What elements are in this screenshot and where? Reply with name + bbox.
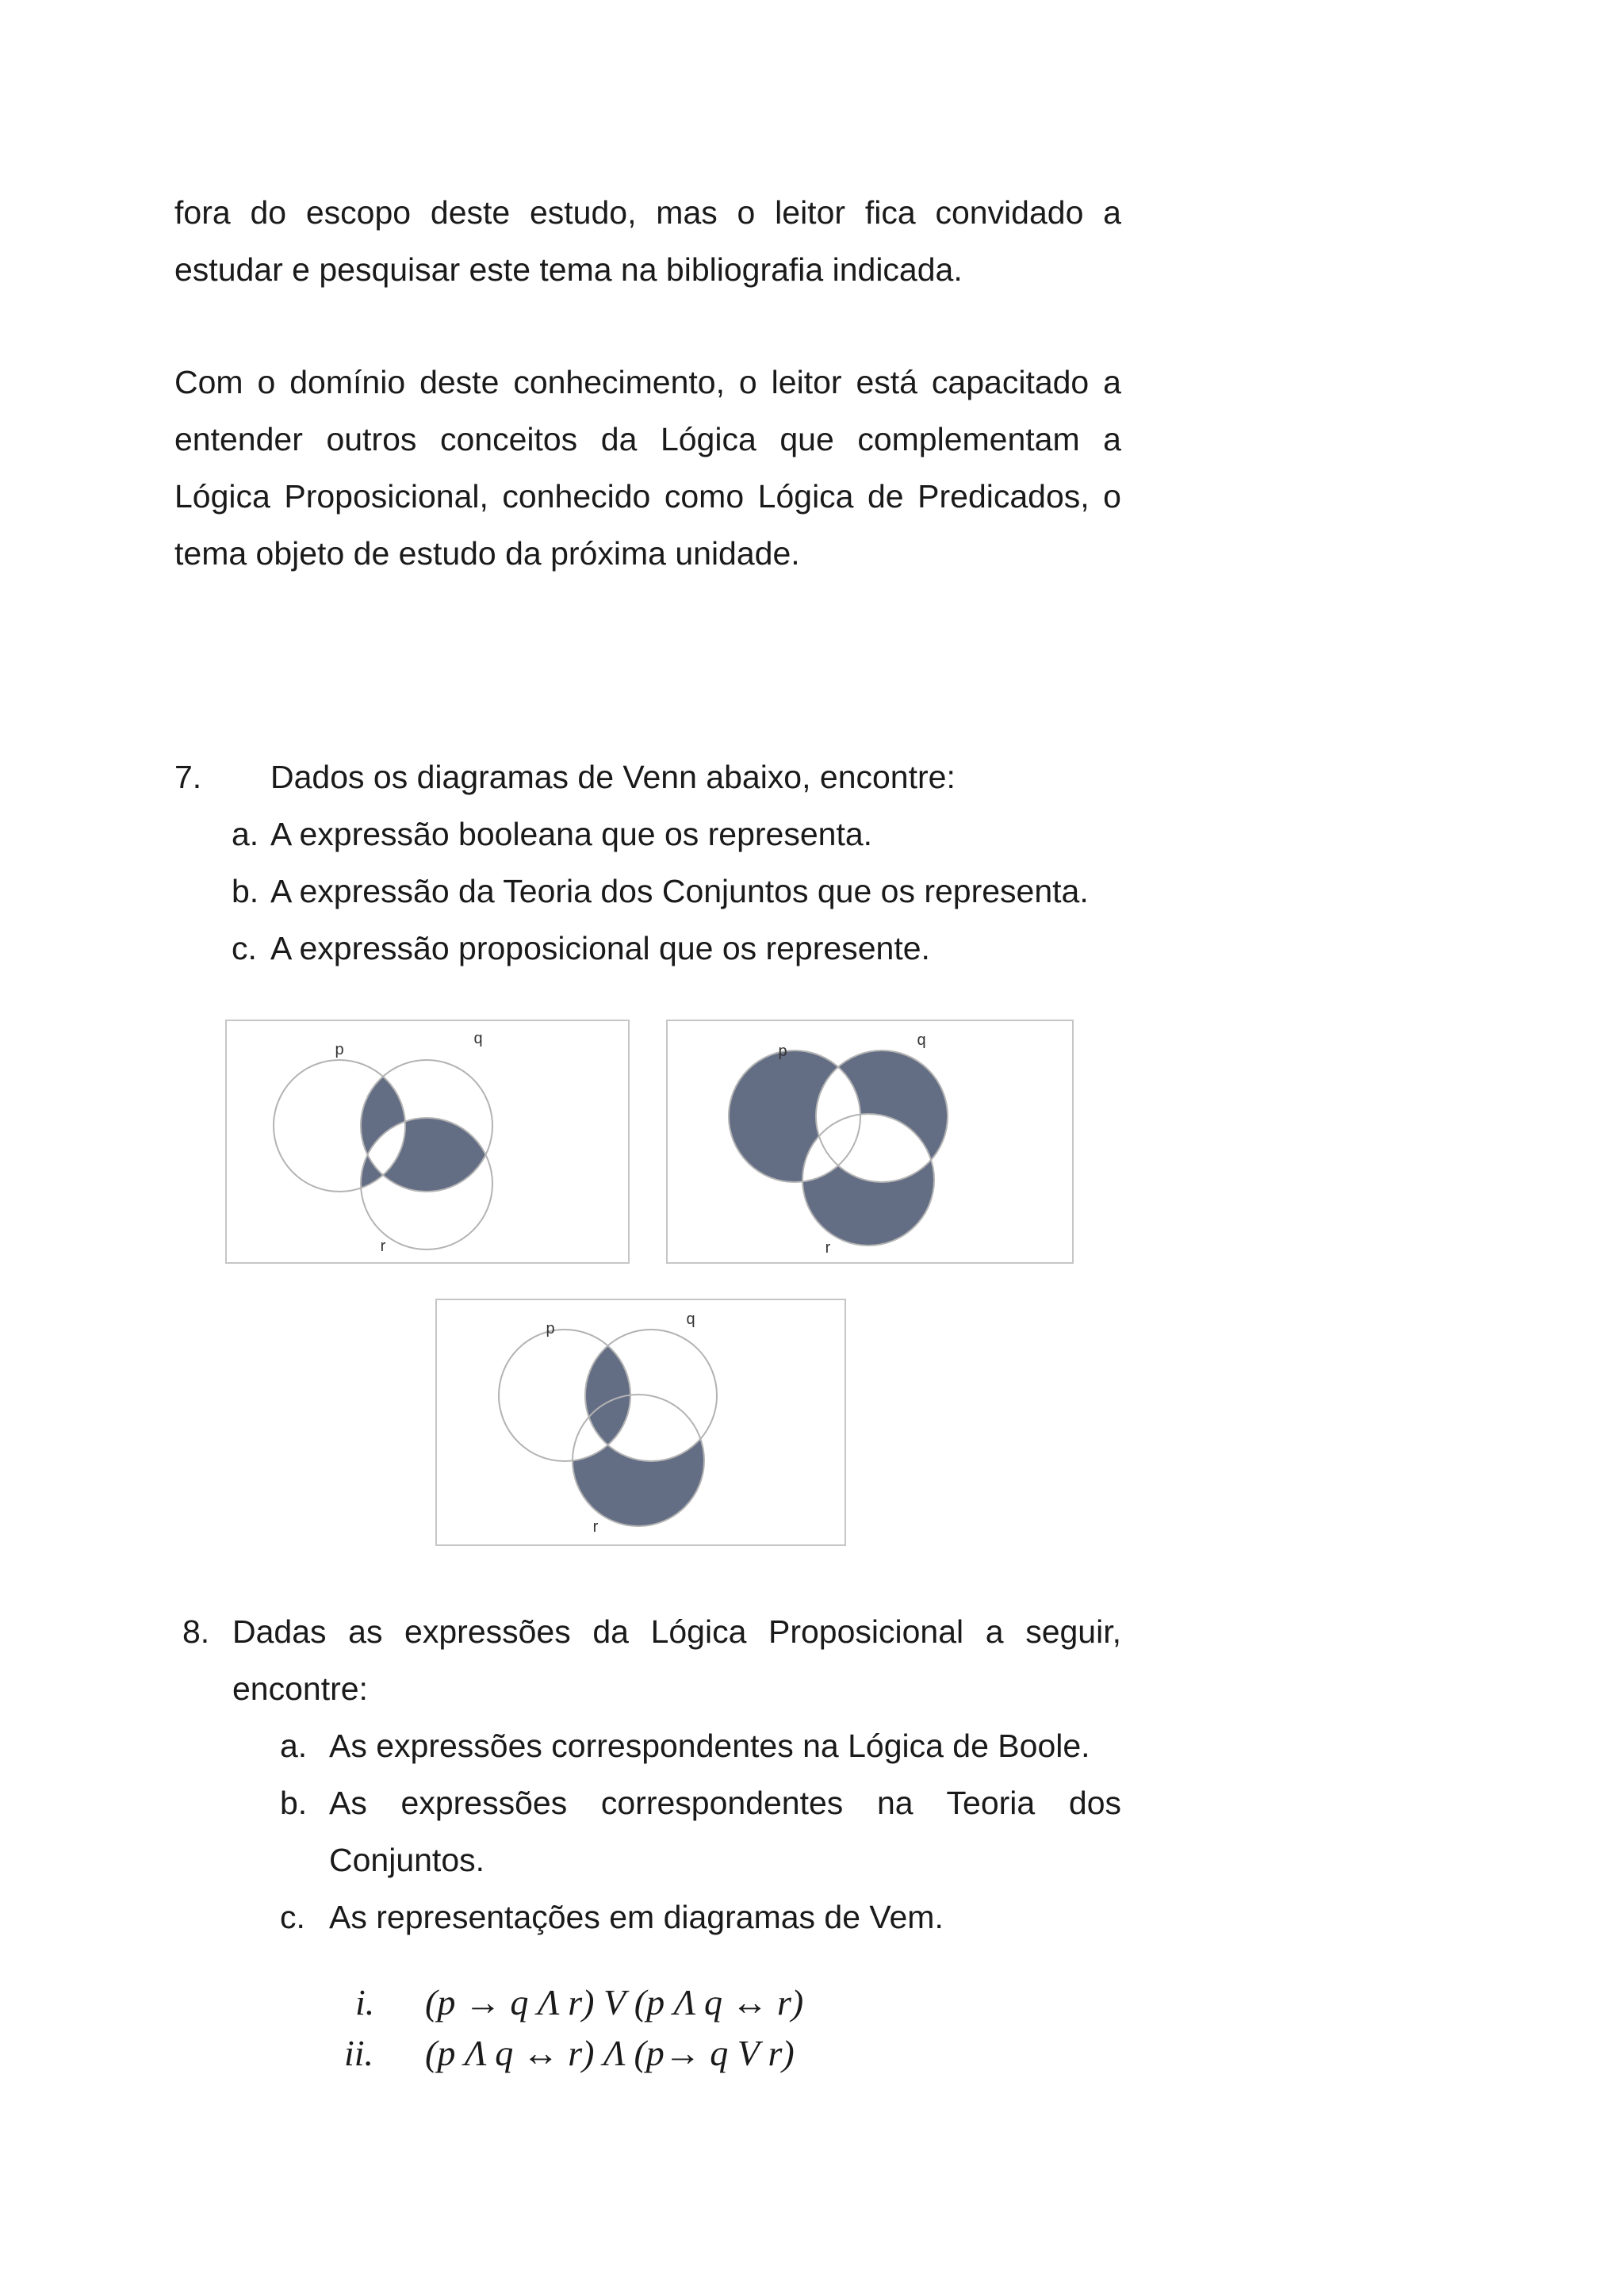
item-marker: b. [280, 1785, 308, 1821]
set-label-r: r [592, 1518, 599, 1536]
set-label-p: p [335, 1041, 344, 1058]
venn-diagram-2-graphic [668, 1021, 1075, 1265]
item-marker: c. [232, 930, 257, 966]
text-line: entender outros conceitos da Lógica que complementam a [174, 421, 1121, 457]
item-text: As expressões correspondentes na Teoria dos [329, 1785, 1121, 1821]
question-stem: Dados os diagramas de Venn abaixo, encontre: [270, 759, 956, 795]
item-marker: a. [280, 1728, 308, 1764]
expression-marker: i. [355, 1982, 375, 2022]
logic-expression: (p → q Λ r) V (p Λ q ↔ r) [425, 1982, 804, 2022]
item-text-continued: Conjuntos. [329, 1842, 485, 1878]
item-marker: c. [280, 1899, 305, 1935]
item-marker: a. [232, 816, 259, 852]
question-stem-continued: encontre: [232, 1670, 368, 1707]
venn-diagram-2 [666, 1020, 1074, 1264]
item-text: A expressão proposicional que os represente. [270, 930, 930, 966]
set-label-p: p [778, 1043, 787, 1060]
venn-diagram-3-graphic [437, 1300, 848, 1548]
item-text: A expressão booleana que os representa. [270, 816, 873, 852]
item-marker: b. [232, 873, 259, 909]
set-label-r: r [380, 1238, 386, 1255]
set-label-p: p [546, 1320, 555, 1337]
venn-diagram-1-graphic [227, 1021, 631, 1265]
question-stem: Dadas as expressões da Lógica Proposicional a seguir, [232, 1613, 1121, 1650]
set-label-q: q [686, 1311, 695, 1328]
venn-diagram-3 [435, 1299, 846, 1546]
set-label-q: q [473, 1030, 483, 1047]
logic-expression: (p Λ q ↔ r) Λ (p→ q V r) [425, 2033, 795, 2073]
venn-region [227, 1021, 631, 1265]
expression-marker: ii. [344, 2033, 374, 2073]
text-line: Lógica Proposicional, conhecido como Lógica de Predicados, o [174, 478, 1121, 515]
text-line: tema objeto de estudo da próxima unidade. [174, 535, 800, 572]
item-text: As representações em diagramas de Vem. [329, 1899, 944, 1935]
item-text: As expressões correspondentes na Lógica de Boole. [329, 1728, 1090, 1764]
venn-diagram-1 [225, 1020, 630, 1264]
text-line: fora do escopo deste estudo, mas o leitor fica convidado a [174, 194, 1121, 231]
text-line: estudar e pesquisar este tema na bibliografia indicada. [174, 251, 963, 288]
set-label-r: r [825, 1239, 831, 1257]
item-text: A expressão da Teoria dos Conjuntos que os representa. [270, 873, 1089, 909]
text-line: Com o domínio deste conhecimento, o leitor está capacitado a [174, 364, 1121, 400]
set-label-q: q [917, 1031, 926, 1049]
question-number: 8. [182, 1613, 210, 1650]
question-number: 7. [174, 759, 202, 795]
